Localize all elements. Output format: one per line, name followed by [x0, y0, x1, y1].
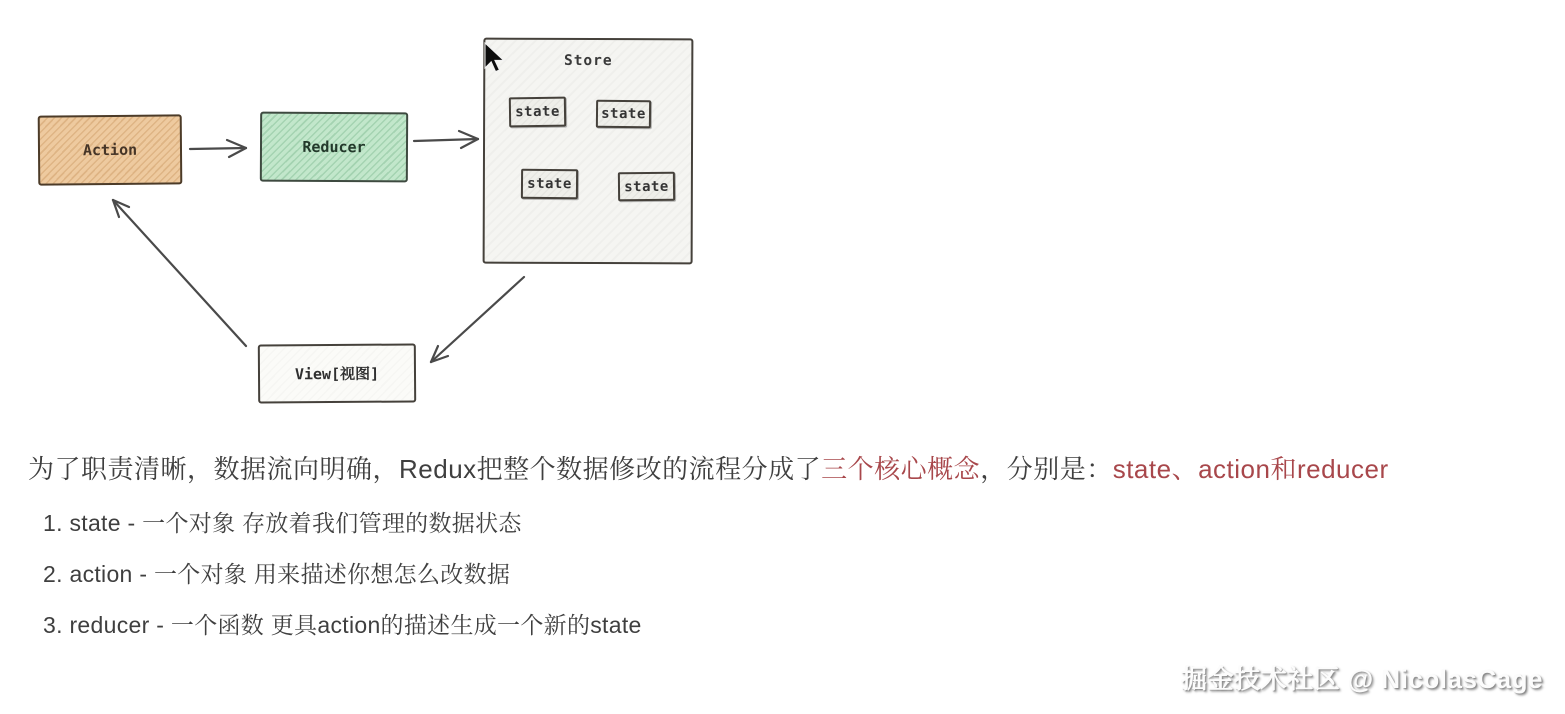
intro-text-before: 为了职责清晰，数据流向明确，Redux把整个数据修改的流程分成了	[28, 454, 822, 484]
action-node	[38, 114, 183, 185]
state-box-4	[618, 172, 675, 202]
list-item-reducer: 3. reducer - 一个函数 更具action的描述生成一个新的state	[43, 612, 642, 638]
list-item-state: 1. state - 一个对象 存放着我们管理的数据状态	[43, 510, 522, 536]
arrow-store-to-view	[431, 277, 524, 362]
state-box-2	[596, 100, 651, 129]
arrow-action-to-reducer	[190, 140, 246, 157]
redux-flow-diagram	[0, 0, 780, 440]
state-label: state	[601, 105, 646, 123]
mouse-cursor-icon	[483, 42, 507, 76]
intro-highlight-concepts: 三个核心概念	[821, 454, 981, 484]
intro-paragraph	[28, 449, 1538, 486]
state-label: state	[515, 103, 560, 121]
list-item-action: 2. action - 一个对象 用来描述你想怎么改数据	[43, 561, 511, 587]
watermark: 掘金技术社区 @ NicolasCage	[1181, 664, 1543, 694]
intro-text-middle: ，分别是：	[980, 454, 1113, 484]
state-box-1	[509, 97, 566, 128]
intro-highlight-terms: state、action和reducer	[1112, 454, 1389, 484]
reducer-label: Reducer	[302, 137, 366, 157]
state-box-3	[521, 169, 578, 199]
store-node	[483, 38, 694, 265]
view-node	[258, 343, 416, 403]
view-label: View[视图]	[294, 364, 380, 384]
arrow-view-to-action	[113, 200, 246, 346]
arrow-reducer-to-store	[414, 131, 478, 148]
state-label: state	[624, 178, 669, 195]
action-label: Action	[82, 140, 138, 160]
store-label: Store	[563, 52, 613, 70]
state-label: state	[527, 175, 572, 193]
reducer-node	[260, 112, 408, 183]
